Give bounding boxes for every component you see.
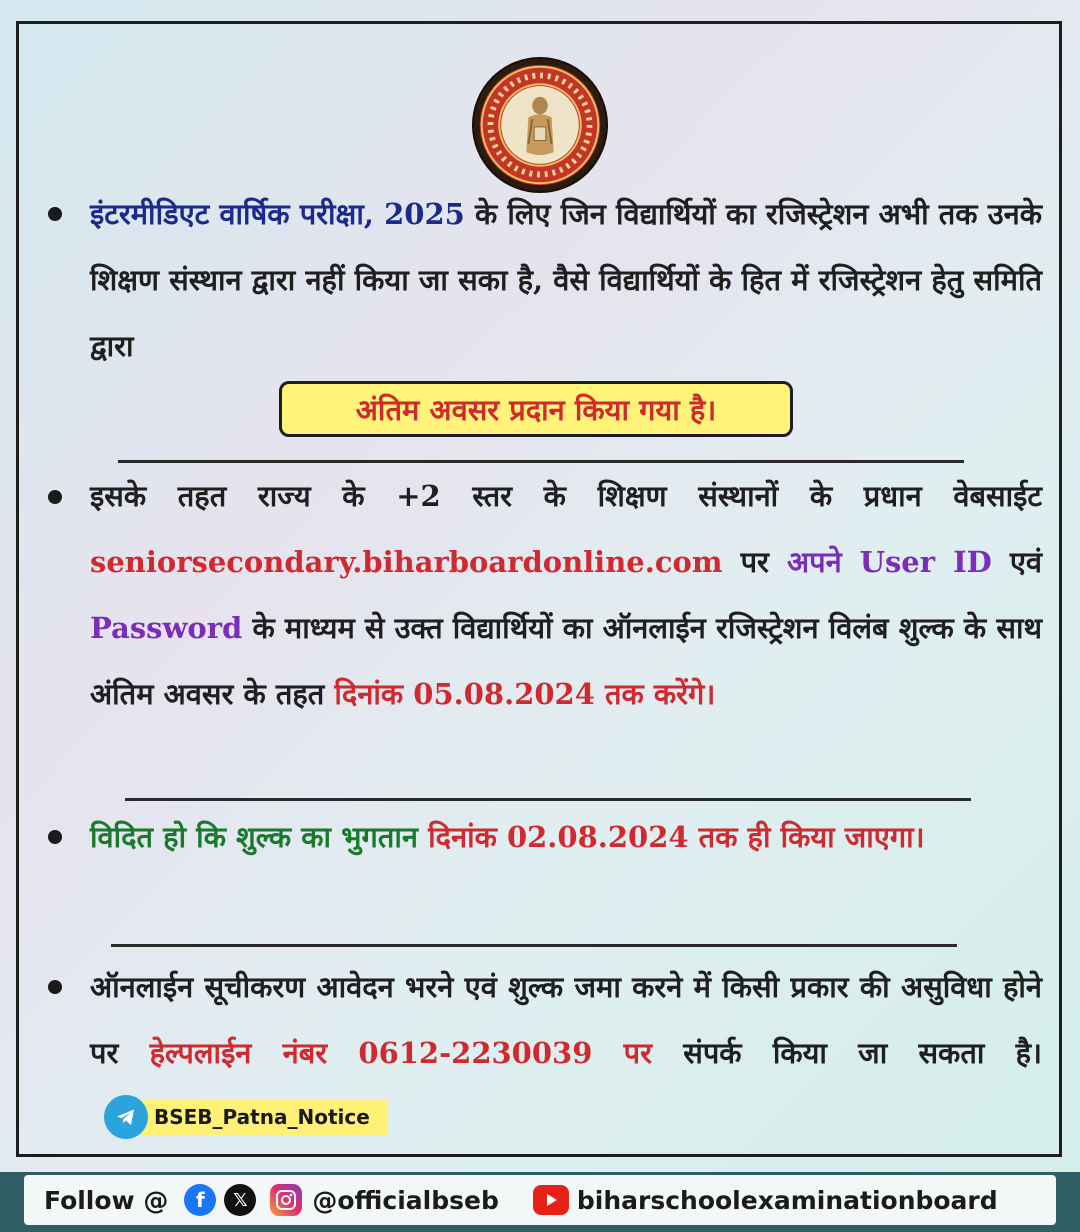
deadline-date: दिनांक 05.08.2024 तक करेंगे। (334, 677, 716, 711)
follow-label: Follow @ (44, 1185, 169, 1215)
bullet (48, 980, 62, 994)
last-chance-highlight: अंतिम अवसर प्रदान किया गया है। (279, 381, 793, 437)
paragraph-registration (90, 181, 1042, 379)
fee-text: विदित हो कि शुल्क का भुगतान (90, 820, 429, 854)
youtube-icon[interactable] (533, 1185, 569, 1215)
paragraph-text: इसके तहत राज्य के +2 स्तर के शिक्षण संस्थानों के प्रधान वेबसाईट (90, 479, 1042, 513)
password-text: Password (90, 611, 243, 645)
instagram-icon[interactable] (270, 1184, 302, 1216)
instagram-handle[interactable]: @officialbseb (312, 1185, 499, 1215)
paragraph-text: एवं (991, 545, 1042, 579)
paragraph-text: पर (722, 545, 787, 579)
paragraph-text: के लिए जिन विद्यार्थियों का रजिस्ट्रेशन अभी तक उनके शिक्षण संस्थान द्वारा नहीं किया जा सका है, वैसे विद्यार्थियों के हित में रजिस्ट्रेशन हेतु समिति द्वारा (90, 197, 1042, 363)
bullet (48, 207, 62, 221)
x-icon[interactable]: 𝕏 (224, 1184, 256, 1216)
website-link[interactable]: seniorsecondary.biharboardonline.com (90, 545, 723, 579)
telegram-handle: BSEB_Patna_Notice (140, 1099, 388, 1135)
paragraph-website (90, 463, 1042, 727)
telegram-icon (104, 1095, 148, 1139)
fee-deadline: दिनांक 02.08.2024 तक ही किया जाएगा। (428, 820, 925, 854)
bullet (48, 830, 62, 844)
youtube-handle[interactable]: biharschoolexaminationboard (576, 1185, 998, 1215)
paragraph-helpline (90, 954, 1042, 1152)
paragraph-text: संपर्क किया जा सकता है। (651, 1036, 1043, 1070)
exam-name: इंटरमीडिएट वार्षिक परीक्षा, 2025 (90, 197, 465, 231)
paragraph-text: ऑनलाईन सूचीकरण आवेदन भरने एवं शुल्क जमा करने में किसी प्रकार की असुविधा होने पर (90, 970, 1042, 1070)
bullet (48, 490, 62, 504)
telegram-badge[interactable] (104, 1095, 388, 1139)
helpline-number: हेल्पलाईन नंबर 0612-2230039 पर (149, 1036, 652, 1070)
facebook-icon[interactable]: f (184, 1184, 216, 1216)
divider (125, 798, 971, 801)
user-id-text: अपने User ID (786, 545, 992, 579)
divider (111, 944, 957, 947)
paragraph-text: के माध्यम से उक्त विद्यार्थियों का ऑनलाईन रजिस्ट्रेशन विलंब शुल्क के साथ अंतिम अवसर के तहत (90, 611, 1042, 711)
emblem-logo (472, 57, 608, 193)
paragraph-fee (90, 804, 1042, 870)
social-footer (24, 1175, 1056, 1225)
